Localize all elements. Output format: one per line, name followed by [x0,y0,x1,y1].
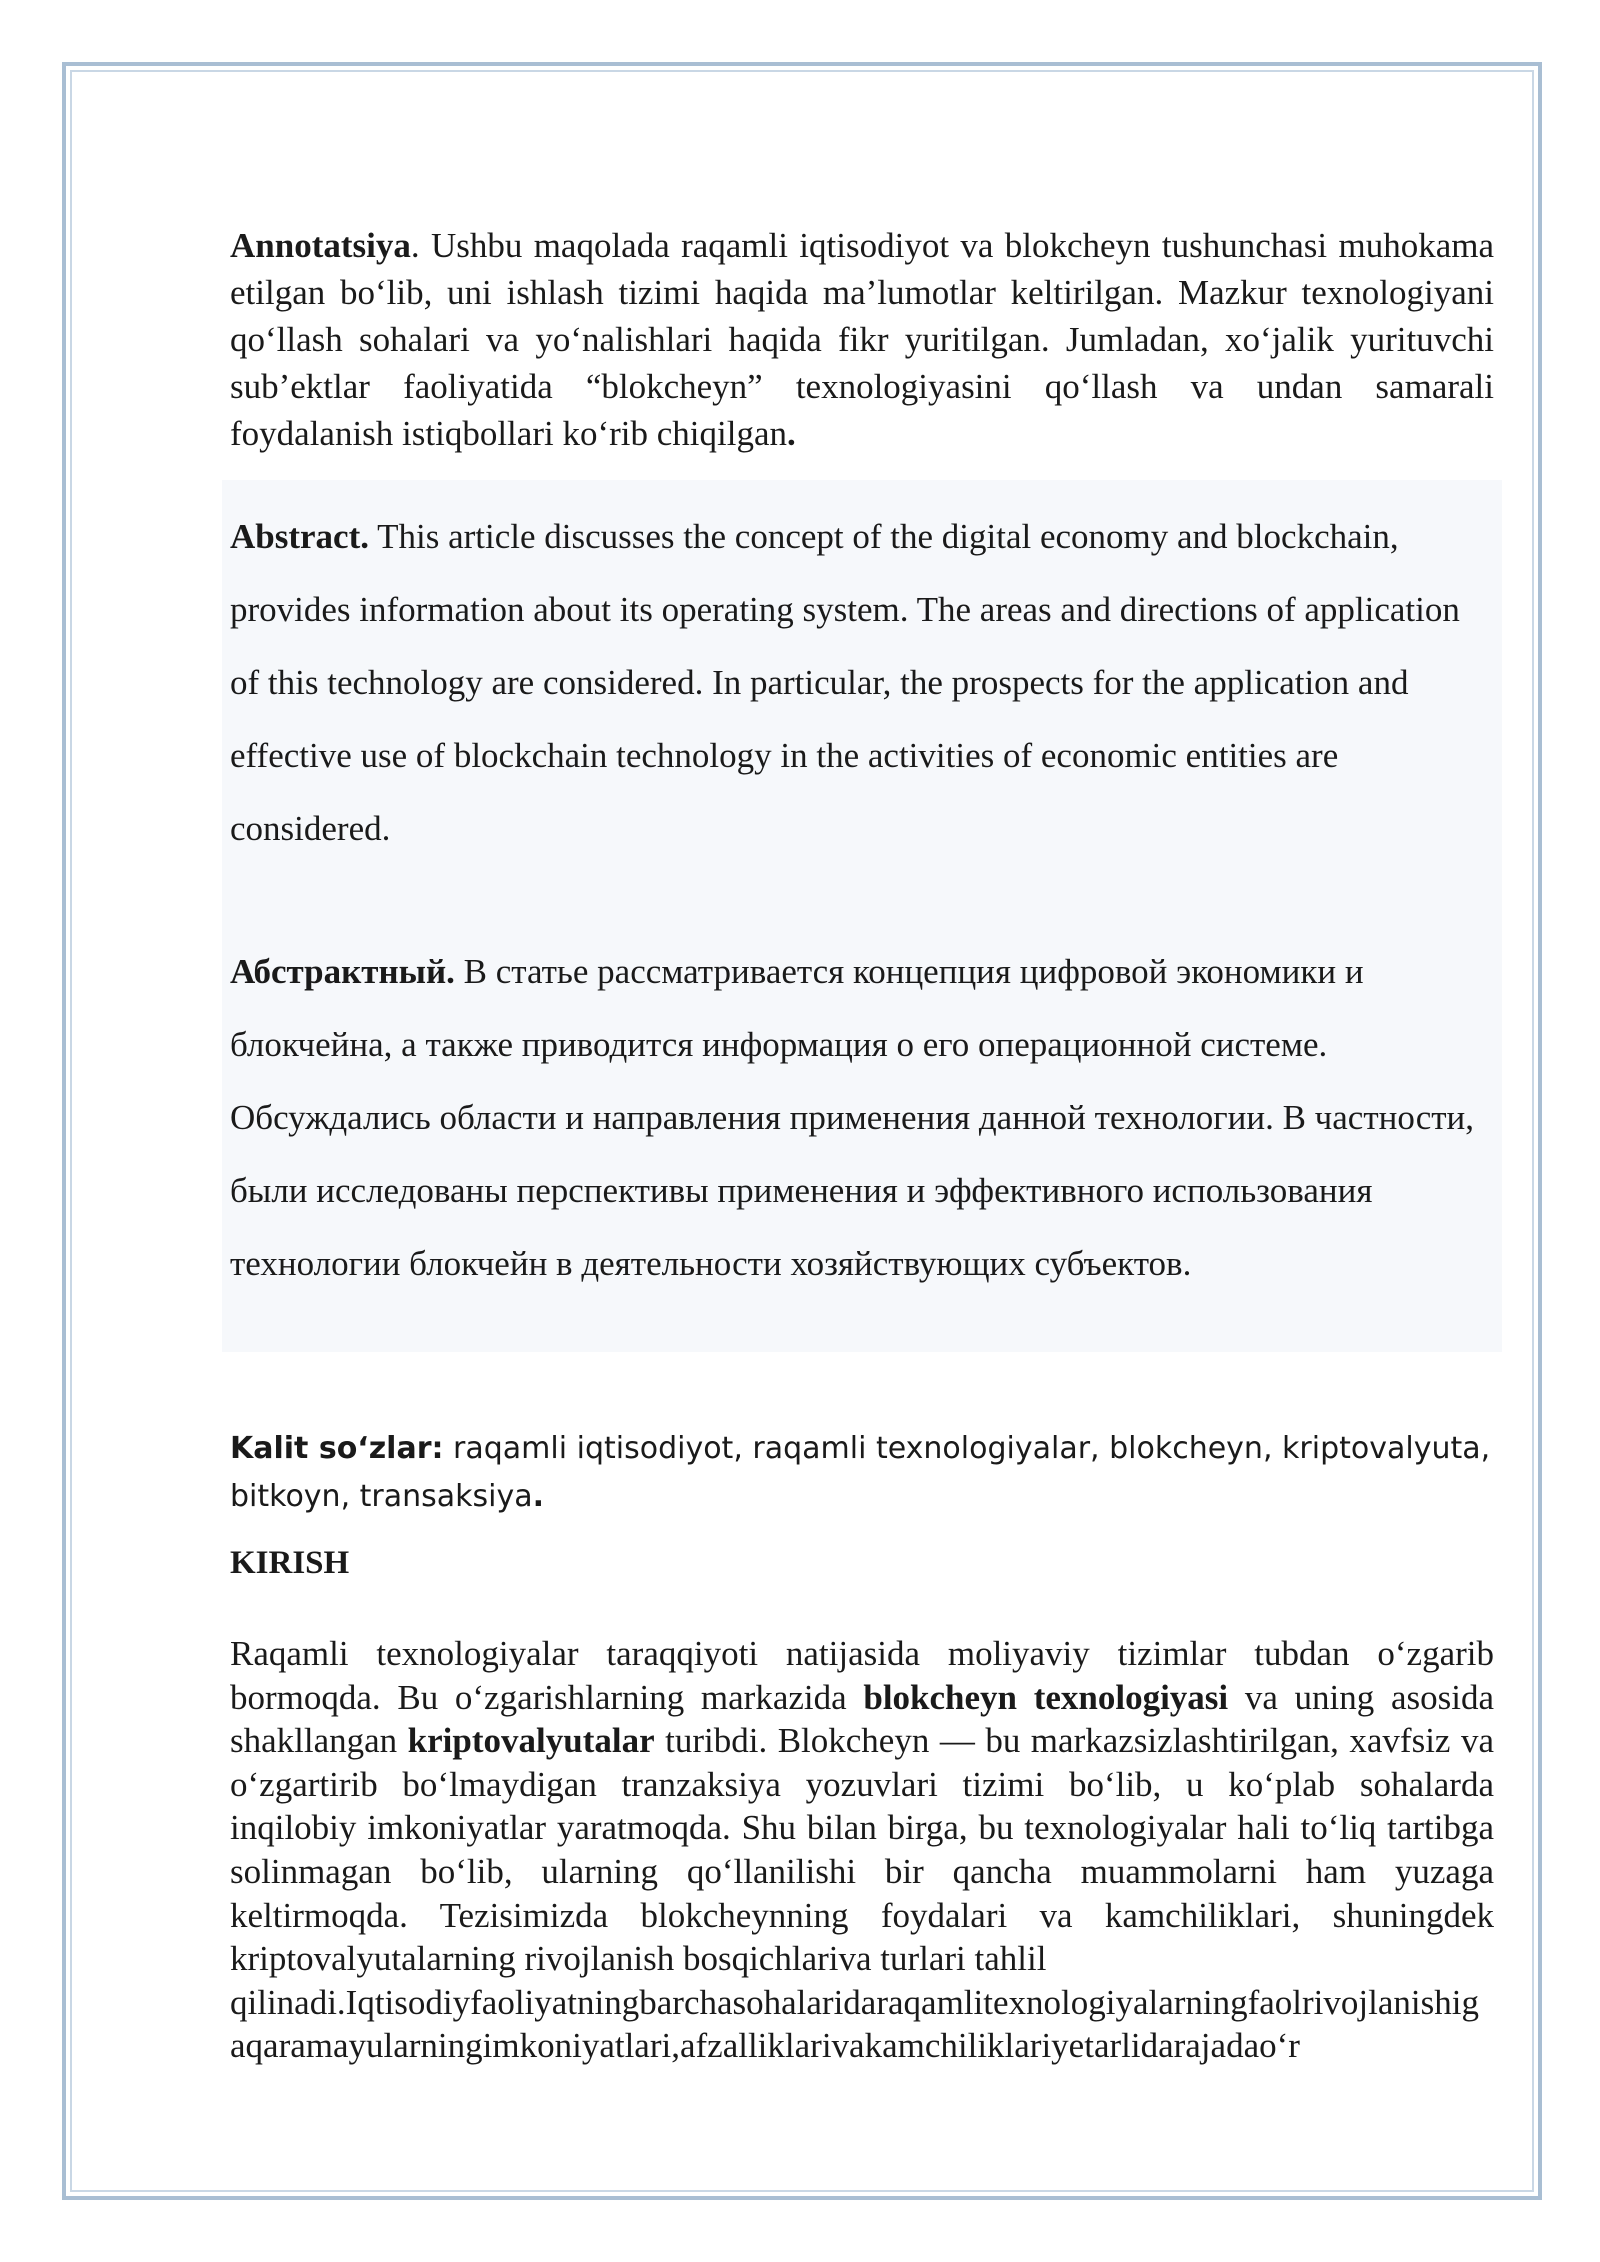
keywords-label: Kalit so‘zlar: [230,1431,444,1466]
annotatsiya-section [230,222,1494,457]
russian-paragraph [230,935,1494,1300]
russian-text: В статье рассматривается концепция цифровой экономики и блокчейна, а также приводится информация о его операционной системе. Обсуждались области и направления применения данной технологии. В частности, были исследованы перспективы применения и эффективного использования технологии блокчейн в деятельности хозяйствующих субъектов. [230,952,1475,1283]
annotatsiya-text: . Ushbu maqolada raqamli iqtisodiyot va blokcheyn tushunchasi muhokama etilgan bo‘lib, uni ishlash tizimi haqida ma’lumotlar keltirilgan. Mazkur texnologiyani qo‘llash sohalari va yo‘nalishlari haqida fikr yuritilgan. Jumladan, xo‘jalik yurituvchi sub’ektlar faoliyatida “blokcheyn” texnologiyasini qo‘llash va undan samarali foydalanish istiqbollari ko‘rib chiqilgan [230,226,1494,453]
abstract-text: This article discusses the concept of the digital economy and blockchain, provides information about its operating system. The areas and directions of application of this technology are considered. In particular, the prospects for the application and effective use of blockchain technology in the activities of economic entities are considered. [230,517,1460,848]
keywords-end: . [532,1479,545,1514]
kirish-heading: KIRISH [230,1545,350,1581]
keywords-text: raqamli iqtisodiyot, raqamli texnologiyalar, blokcheyn, kriptovalyuta, bitkoyn, transaksiya [230,1431,1491,1514]
kirish-text-3: turibdi. Blokcheyn — bu markazsizlashtirilgan, xavfsiz va o‘zgartirib bo‘lmaydigan tranzaksiya yozuvlari tizimi bo‘lib, u ko‘plab sohalarda inqilobiy imkoniyatlar yaratmoqda. Shu bilan birga, bu texnologiyalar hali to‘liq tartibga solinmagan bo‘lib, ularning qo‘llanilishi bir qancha muammolarni ham yuzaga keltirmoqda. Tezisimizda blokcheynning foydalari va kamchiliklari, shuningdek kriptovalyutalarning rivojlanish bosqichlariva turlari tahlil [230,1721,1494,1979]
abstract-section [230,500,1494,865]
kirish-body [230,1632,1494,2068]
kirish-text-2: va uning asosida shakllangan [230,1677,1495,1761]
abstract-label: Abstract. [230,517,369,556]
kirish-run-on-text: qilinadi.Iqtisodiyfaoliyatningbarchasohalaridaraqamlitexnologiyalarningfaolrivojlanishigaqaramayularningimkoniyatlari,afzalliklarivakamchiliklariyetarlidarajadao‘r [230,1982,1479,2066]
russian-label: Абстрактный. [230,952,455,991]
kirish-paragraph [230,1632,1494,1981]
keywords-section [230,1425,1494,1521]
annotatsiya-end: . [786,414,796,453]
russian-abstract-section [230,935,1494,1300]
abstract-paragraph [230,500,1494,865]
annotatsiya-paragraph [230,222,1494,457]
annotatsiya-label: Annotatsiya [230,226,411,265]
kirish-bold-1: blokcheyn texnologiyasi [863,1677,1229,1717]
kirish-bold-2: kriptovalyutalar [407,1721,655,1761]
kirish-text-1: Raqamli texnologiyalar taraqqiyoti natijasida moliyaviy tizimlar tubdan o‘zgarib bormoqda. Bu o‘zgarishlarning markazida [230,1634,1494,1717]
